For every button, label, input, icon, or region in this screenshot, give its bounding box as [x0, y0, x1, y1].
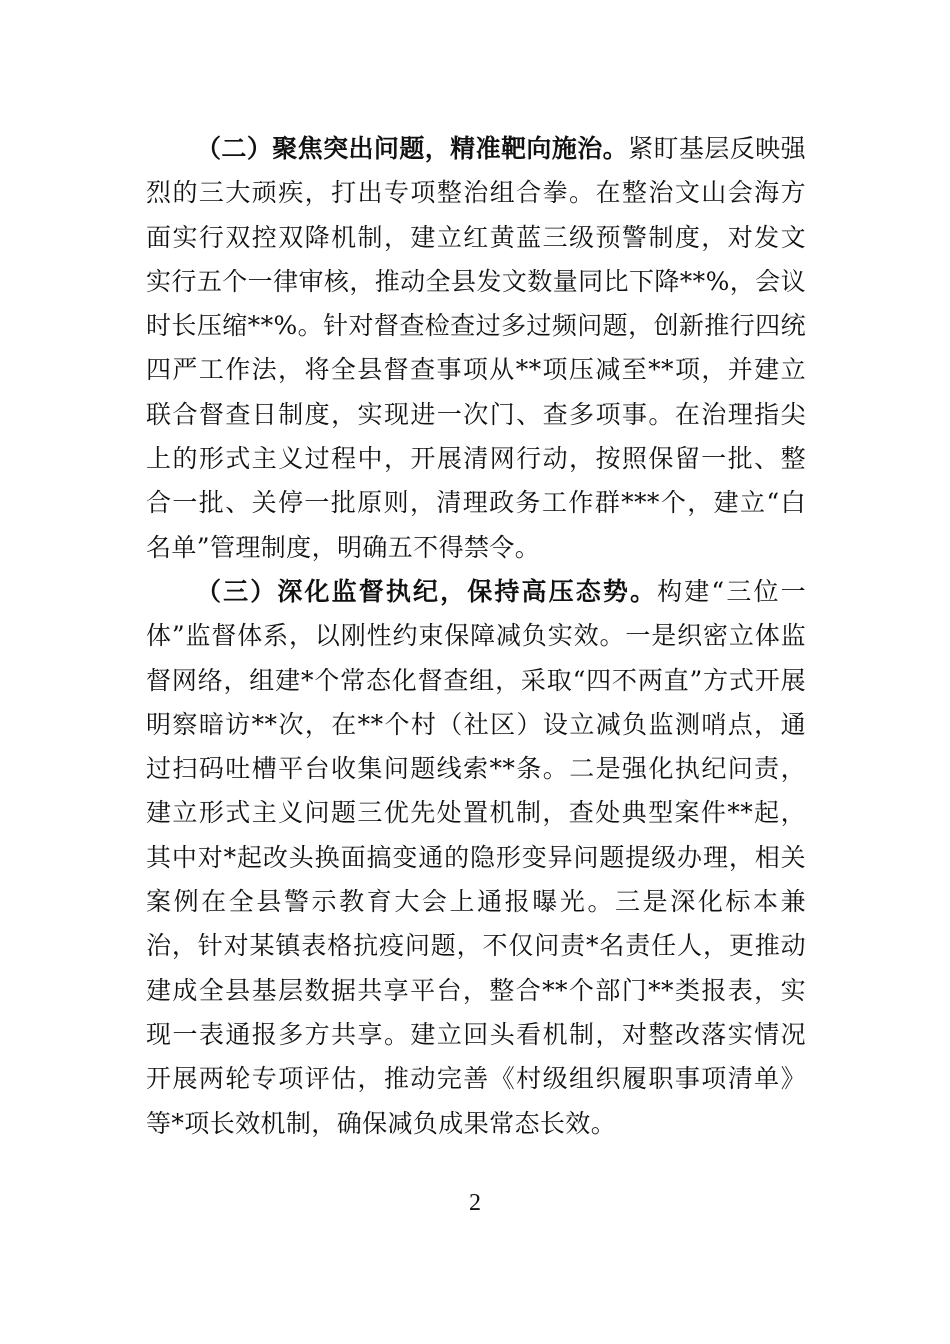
document-body	[146, 127, 806, 1146]
paragraph-three-heading: （三）深化监督执纪，保持高压态势。	[196, 576, 658, 606]
paragraph-three-body: 构建“三位一体”监督体系，以刚性约束保障减负实效。一是织密立体监督网络，组建*个常态化督查组，采取“四不两直”方式开展明察暗访**次，在**个村（社区）设立减负监测哨点，通过扫码吐槽平台收集问题线索**条。二是强化执纪问责，建立形式主义问题三优先处置机制，查处典型案件**起，其中对*起改头换面搞变通的隐形变异问题提级办理，相关案例在全县警示教育大会上通报曝光。三是深化标本兼治，针对某镇表格抗疫问题，不仅问责*名责任人，更推动建成全县基层数据共享平台，整合**个部门**类报表，实现一表通报多方共享。建立回头看机制，对整改落实情况开展两轮专项评估，推动完善《村级组织履职事项清单》等*项长效机制，确保减负成果常态长效。	[146, 576, 806, 1138]
paragraph-three	[146, 570, 806, 1146]
paragraph-two	[146, 127, 806, 570]
page-number: 2	[469, 1190, 481, 1216]
paragraph-two-body: 紧盯基层反映强烈的三大顽疾，打出专项整治组合拳。在整治文山会海方面实行双控双降机制，建立红黄蓝三级预警制度，对发文实行五个一律审核，推动全县发文数量同比下降**%，会议时长压缩**%。针对督查检查过多过频问题，创新推行四统四严工作法，将全县督查事项从**项压减至**项，并建立联合督查日制度，实现进一次门、查多项事。在治理指尖上的形式主义过程中，开展清网行动，按照保留一批、整合一批、关停一批原则，清理政务工作群***个，建立“白名单”管理制度，明确五不得禁令。	[146, 134, 806, 562]
paragraph-two-heading: （二）聚焦突出问题，精准靶向施治。	[196, 134, 629, 163]
